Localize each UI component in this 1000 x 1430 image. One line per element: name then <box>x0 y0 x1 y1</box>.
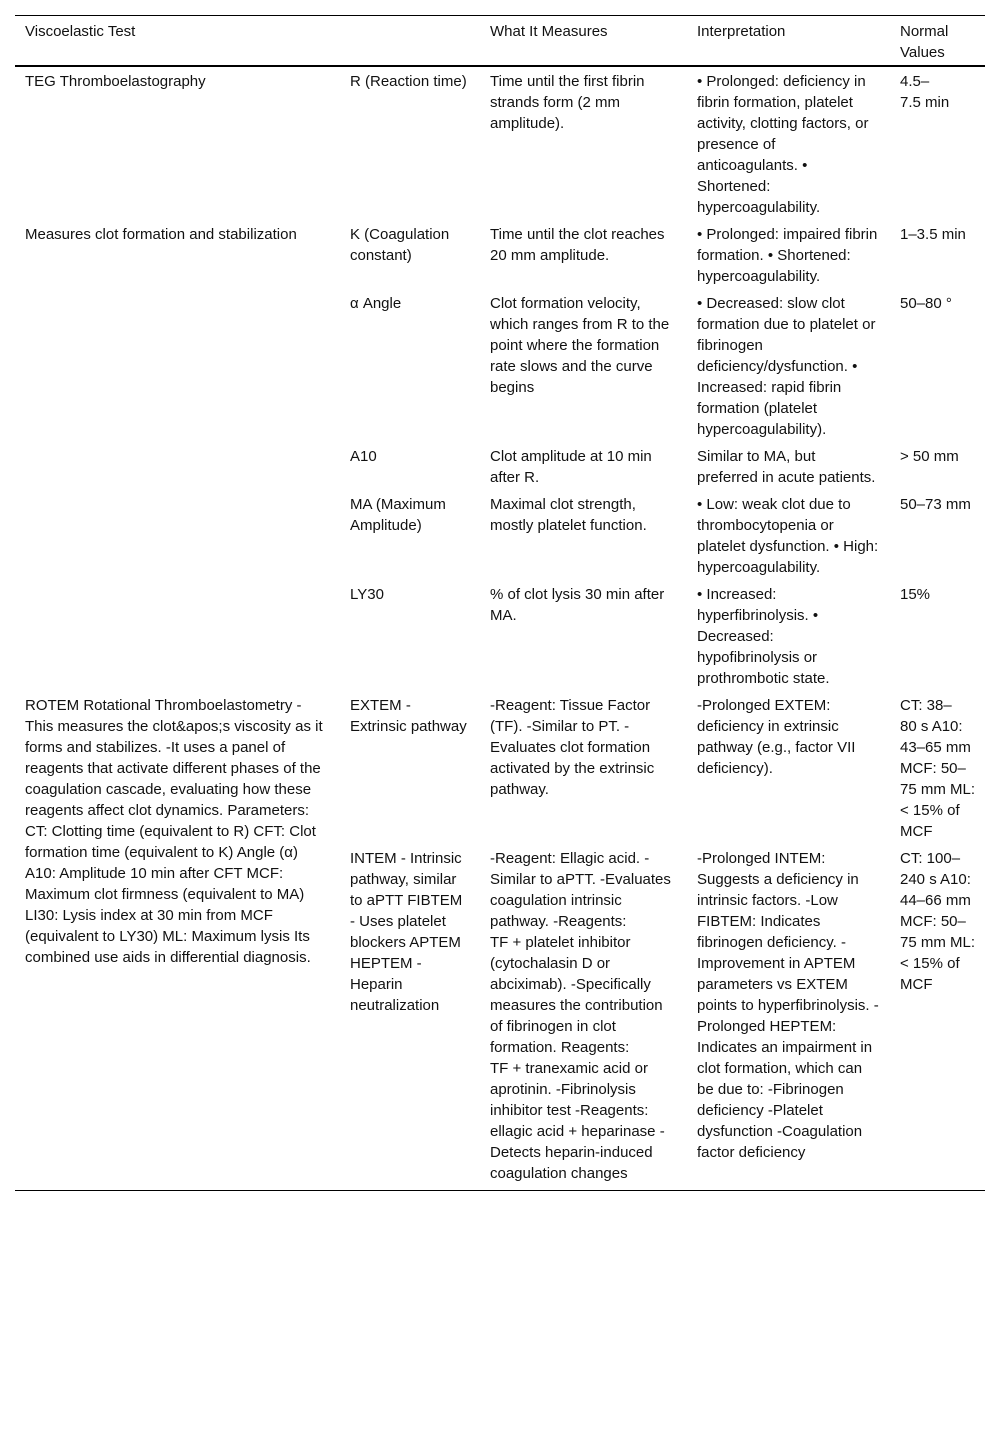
test-cell: TEG Thromboelastography <box>25 73 206 90</box>
viscoelastic-test-table <box>15 15 985 1191</box>
parameter-cell: MA (Maximum Amplitude) <box>350 496 446 534</box>
interpretation-cell: • Decreased: slow clot formation due to platelet or fibrinogen deficiency/dysfunction. • Increased: rapid fibrin formation (platelet hypercoagulability). <box>697 295 876 438</box>
interpretation-cell: -Prolonged EXTEM: deficiency in extrinsic pathway (e.g., factor VII deficiency). <box>697 697 856 777</box>
header-row <box>15 16 985 67</box>
parameter-cell: α Angle <box>350 295 402 312</box>
normal-values-cell: 15% <box>900 586 931 603</box>
interpretation-cell: -Prolonged INTEM: Suggests a deficiency in intrinsic factors. -Low FIBTEM: Indicates fibrinogen deficiency. -Improvement in APTEM parameters vs EXTEM points to hyperfibrinolysis. -Prolonged HEPTEM: Indicates an impairment in clot formation, which can be due to: -Fibrinogen deficiency -Platelet dysfunction -Coagulation factor deficiency <box>687 844 890 1191</box>
parameter-cell: LY30 <box>350 586 384 603</box>
header-test: Viscoelastic Test <box>15 16 340 67</box>
normal-values-cell: CT: 38–80 s A10: 43–65 mm MCF: 50–75 mm ML: < 15% of MCF <box>900 697 976 840</box>
measures-cell: Maximal clot strength, mostly platelet function. <box>490 496 647 534</box>
normal-values-cell: 50–73 mm <box>900 496 971 513</box>
measures-cell: Clot amplitude at 10 min after R. <box>490 448 652 486</box>
normal-values-cell: CT: 100–240 s A10: 44–66 mm MCF: 50–75 mm ML: < 15% of MCF <box>890 844 985 1191</box>
measures-cell: -Reagent: Tissue Factor (TF). -Similar to PT. -Evaluates clot formation activated by the extrinsic pathway. <box>490 697 655 798</box>
parameter-cell: A10 <box>350 448 377 465</box>
normal-values-cell: > 50 mm <box>900 448 959 465</box>
table-row <box>15 691 985 844</box>
normal-values-cell: 50–80 ° <box>900 295 952 312</box>
measures-cell: -Reagent: Ellagic acid. -Similar to aPTT. -Evaluates coagulation intrinsic pathway. -Reagents: TF + platelet inhibitor (cytochalasin D or abciximab). -Specifically measures the contribution of fibrinogen in clot formation. Reagents: TF + tranexamic acid or aprotinin. -Fibrinolysis inhibitor test -Reagents: ellagic acid + heparinase -Detects heparin-induced coagulation changes <box>480 844 687 1191</box>
measures-cell: Time until the first fibrin strands form (2 mm amplitude). <box>490 73 645 132</box>
parameter-cell: R (Reaction time) <box>350 73 467 90</box>
header-normal-values: Normal Values <box>890 16 985 67</box>
table-row <box>15 66 985 220</box>
interpretation-cell: • Increased: hyperfibrinolysis. • Decreased: hypofibrinolysis or prothrombotic state. <box>697 586 830 687</box>
measures-cell: Clot formation velocity, which ranges from R to the point where the formation rate slows and the curve begins <box>490 295 670 396</box>
table-row <box>15 220 985 289</box>
measures-cell: % of clot lysis 30 min after MA. <box>490 586 665 624</box>
interpretation-cell: Similar to MA, but preferred in acute patients. <box>697 448 876 486</box>
normal-values-cell: 1–3.5 min <box>900 226 966 243</box>
test-cell: Measures clot formation and stabilization <box>25 226 297 243</box>
header-measures: What It Measures <box>480 16 687 67</box>
header-interpretation: Interpretation <box>687 16 890 67</box>
parameter-cell: INTEM - Intrinsic pathway, similar to aPTT FIBTEM - Uses platelet blockers APTEM HEPTEM - Heparin neutralization <box>340 844 480 1191</box>
measures-cell: Time until the clot reaches 20 mm amplitude. <box>490 226 665 264</box>
parameter-cell: K (Coagulation constant) <box>350 226 450 264</box>
normal-values-cell: 4.5–7.5 min <box>900 73 950 111</box>
test-cell: ROTEM Rotational Thromboelastometry - This measures the clot&apos;s viscosity as it forms and stabilizes. -It uses a panel of reagents that activate different phases of the coagulation cascade, evaluating how these reagents affect clot dynamics. Parameters: CT: Clotting time (equivalent to R) CFT: Clot formation time (equivalent to K) Angle (α) A10: Amplitude 10 min after CFT MCF: Maximum clot firmness (equivalent to MA) LI30: Lysis index at 30 min from MCF (equivalent to LY30) ML: Maximum lysis Its combined use aids in differential diagnosis. <box>15 691 340 1191</box>
interpretation-cell: • Prolonged: deficiency in fibrin formation, platelet activity, clotting factors, or presence of anticoagulants. • Shortened: hypercoagulability. <box>697 73 869 216</box>
interpretation-cell: • Low: weak clot due to thrombocytopenia or platelet dysfunction. • High: hypercoagulability. <box>697 496 879 576</box>
interpretation-cell: • Prolonged: impaired fibrin formation. • Shortened: hypercoagulability. <box>697 226 878 285</box>
parameter-cell: EXTEM - Extrinsic pathway <box>350 697 467 735</box>
header-parameter <box>340 16 480 67</box>
